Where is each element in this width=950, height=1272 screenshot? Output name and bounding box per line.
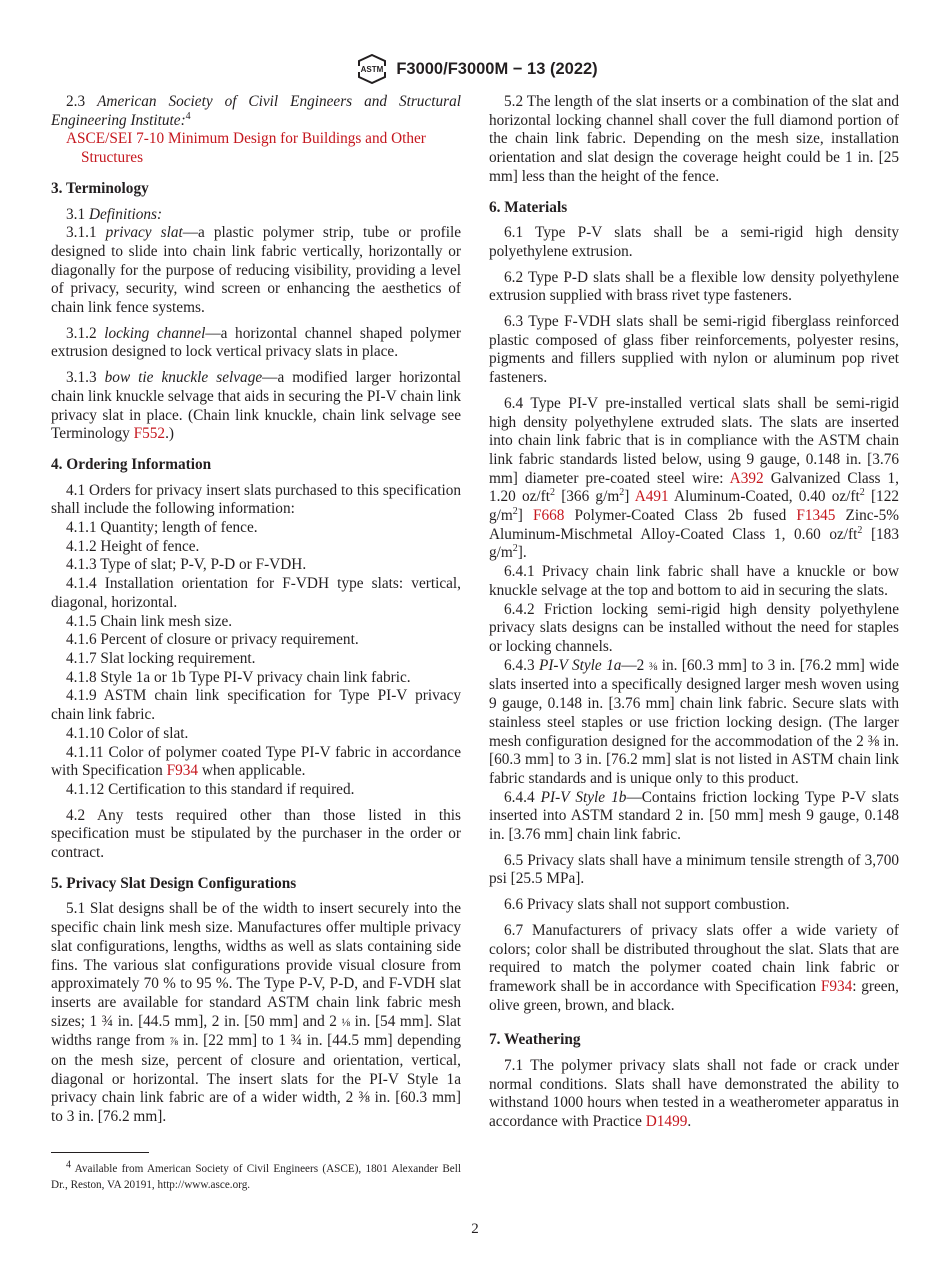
reference-link-f1345[interactable]: F1345 — [796, 507, 836, 525]
para-4-1-8: 4.1.8 Style 1a or 1b Type PI-V privacy chain link fabric. — [66, 668, 411, 686]
reference-link-f552[interactable]: F552 — [133, 425, 166, 443]
page-header — [0, 54, 950, 84]
reference-link-a392[interactable]: A392 — [729, 469, 764, 487]
para-6-6: 6.6 Privacy slats shall not support combustion. — [504, 896, 790, 914]
para-7-1: 7.1 The polymer privacy slats shall not fade or crack under normal conditions. Slats shall have demonstrated the ability to withstand 1000 hours when tested in a weatherometer apparatus in accordance with Practice D1499. — [489, 1057, 899, 1131]
para-4-1-3: 4.1.3 Type of slat; P-V, P-D or F-VDH. — [66, 556, 307, 574]
standard-designation: F3000/F3000M − 13 (2022) — [396, 59, 598, 78]
astm-logo-icon — [352, 54, 392, 84]
para-6-4-4: 6.4.4 PI-V Style 1b—Contains friction locking Type P-V slats inserted into ASTM standard 2 in. [50 mm] mesh 9 gauge, 0.148 in. [3.76 mm] chain link fabric. — [489, 788, 900, 844]
para-6-2: 6.2 Type P-D slats shall be a flexible low density polyethylene extrusion supplied with brass rivet type fasteners. — [489, 268, 899, 305]
para-6-4: 6.4 Type PI-V pre-installed vertical slats shall be semi-rigid high density polyethylene extruded slats. The slats are inserted into chain link fabric that is in compliance with the ASTM chain link fabric standards listed below, using 9 gauge, 0.148 in. [3.76 mm] diameter pre-coated steel wire: A392 Galvanized Class 1, 1.20 $oz/ft^2$ [366 $g/m^2$] A491 Aluminum-Coated, 0.40 $oz/ft^2$ [122 $g/m^2$] F668 Polymer-Coated Class 2b fused F1345 Zinc-5% Aluminum-Mischmetal Alloy-Coated Class 1, 0.60 $oz/ft^2$ [183 $g/m^2$]. — [489, 394, 900, 562]
para-4-1-11: 4.1.11 Color of polymer coated Type PI-V fabric in accordance with Specification F934 when applicable. — [51, 743, 461, 780]
para-5-1: 5.1 Slat designs shall be of the width to insert securely into the specific chain link mesh size. Manufactures offer multiple privacy slat configurations, lengths, widths as well as slats containing side fins. The various slat configurations provide visual closure from approximately 70 % to 95 %. The Type P-V, P-D, and F-VDH slat inserts are available for standard ASTM chain link fabric mesh sizes; 1 ¾ in. [44.5 mm], 2 in. [50 mm] and 2 ⅛ in. [54 mm]. Slat widths range from ⅞ in. [22 mm] to 1 ¾ in. [44.5 mm] depending on the mesh size, percent of closure and orientation, vertical, diagonal or horizontal. The insert slats for the PI-V Style 1a privacy chain link fabric are of a wider width, 2 ⅜ in. [60.3 mm] to 3 in. [76.2 mm]. — [51, 900, 461, 1126]
reference-link-asce-sei[interactable]: ASCE/SEI 7-10 — [66, 130, 165, 148]
para-4-1-5: 4.1.5 Chain link mesh size. — [66, 612, 233, 630]
right-column — [489, 93, 899, 1132]
para-3-1-3: 3.1.3 bow tie knuckle selvage—a modified larger horizontal chain link knuckle selvage that aids in securing the PI-V chain link privacy slat in place. (Chain link knuckle, chain link selvage see Terminology F552.) — [51, 369, 461, 443]
page-number: 2 — [471, 1221, 479, 1237]
reference-asce-sei: ASCE/SEI 7-10 Minimum Design for Buildings and Other Structures — [66, 130, 426, 167]
para-6-4-1: 6.4.1 Privacy chain link fabric shall have a knuckle or bow knuckle selvage at the top and bottom to aid in securing the slats. — [489, 563, 899, 599]
footnote — [51, 1159, 461, 1193]
reference-link-f934[interactable]: F934 — [166, 762, 199, 780]
section-heading-ordering: 4. Ordering Information — [51, 455, 212, 473]
footnote-text: 4 Available from American Society of Civil Engineers (ASCE), 1801 Alexander Bell Dr., Reston, VA 20191, http://www.asce.org. — [51, 1159, 461, 1191]
para-6-5: 6.5 Privacy slats shall have a minimum tensile strength of 3,700 psi [25.5 MPa]. — [489, 851, 899, 888]
section-heading-materials: 6. Materials — [489, 198, 568, 216]
para-4-1-12: 4.1.12 Certification to this standard if required. — [66, 780, 355, 798]
footnote-marker: 4 — [185, 110, 191, 122]
section-heading-weathering: 7. Weathering — [489, 1031, 581, 1049]
reference-link-a491[interactable]: A491 — [634, 488, 669, 506]
para-6-3: 6.3 Type F-VDH slats shall be semi-rigid fiberglass reinforced plastic composed of glass fiber reinforcements, polyester resins, pigments and fillers supplied with nylon or aluminum pop rivet fasteners. — [489, 313, 899, 387]
para-4-1: 4.1 Orders for privacy insert slats purchased to this specification shall include the following information: — [51, 481, 461, 518]
para-6-1: 6.1 Type P-V slats shall be a semi-rigid high density polyethylene extrusion. — [489, 224, 899, 260]
para-4-1-9: 4.1.9 ASTM chain link specification for Type PI-V privacy chain link fabric. — [51, 687, 461, 724]
para-3-1-2: 3.1.2 locking channel—a horizontal channel shaped polymer extrusion designed to lock vertical privacy slats in place. — [51, 324, 461, 361]
reference-link-f668[interactable]: F668 — [532, 507, 565, 525]
footnote-divider — [51, 1152, 149, 1153]
svg-text:ASTM: ASTM — [360, 65, 384, 74]
para-6-4-3: 6.4.3 PI-V Style 1a—2 ⅜ in. [60.3 mm] to 3 in. [76.2 mm] wide slats inserted into a specifically designed larger mesh woven using 9 gauge, 0.148 in. [3.76 mm] chain link fabric. Secure slats with stainless steel staples or use friction locking design. (The larger mesh configuration designed for the accommodation of the 2 ⅜ in. [60.3 mm] to 3 in. [76.2 mm] slat is not listed in ASTM chain link fabric standards and is unique only to this product. — [489, 656, 899, 787]
para-4-1-1: 4.1.1 Quantity; length of fence. — [66, 519, 258, 537]
section-heading-slat-design: 5. Privacy Slat Design Configurations — [51, 874, 297, 892]
section-2-3: 2.3 American Society of Civil Engineers and Structural Engineering Institute:$^4$ — [51, 93, 461, 129]
para-4-1-2: 4.1.2 Height of fence. — [66, 537, 200, 555]
para-6-7: 6.7 Manufacturers of privacy slats offer a wide variety of colors; color shall be distributed throughout the slat. Slats that are required to match the polymer coated chain link fabric or framework shall be in accordance with Specification F934: green, olive green, brown, and black. — [489, 921, 899, 1014]
para-6-4-2: 6.4.2 Friction locking semi-rigid high density polyethylene privacy slats designs can be installed without the need for staples or locking channels. — [489, 600, 899, 655]
para-4-1-6: 4.1.6 Percent of closure or privacy requirement. — [66, 631, 359, 649]
para-5-2: 5.2 The length of the slat inserts or a combination of the slat and horizontal locking channel shall cover the full diamond portion of the chain link fabric. Depending on the mesh size, installation orientation and slat design the coverage height could be 1 in. [25 mm] less than the height of the fence. — [489, 93, 899, 185]
reference-link-f934-materials[interactable]: F934 — [820, 977, 853, 995]
reference-link-d1499[interactable]: D1499 — [645, 1113, 688, 1131]
para-4-1-7: 4.1.7 Slat locking requirement. — [66, 649, 256, 667]
para-4-1-4: 4.1.4 Installation orientation for F-VDH type slats: vertical, diagonal, horizontal. — [51, 575, 461, 611]
para-3-1: 3.1 Definitions: — [66, 205, 163, 223]
para-4-2: 4.2 Any tests required other than those listed in this specification must be stipulated by the purchaser in the order or contract. — [51, 806, 461, 862]
left-column — [51, 93, 461, 1127]
para-4-1-10: 4.1.10 Color of slat. — [66, 724, 189, 742]
section-heading-terminology: 3. Terminology — [51, 179, 149, 197]
para-3-1-1: 3.1.1 privacy slat—a plastic polymer strip, tube or profile designed to slide into chain link fabric vertically, horizontally or diagonally for the purpose of reducing visibility, providing a level of privacy, security, wind screen or enhancing the aesthetics of chain link fence systems. — [51, 224, 462, 317]
